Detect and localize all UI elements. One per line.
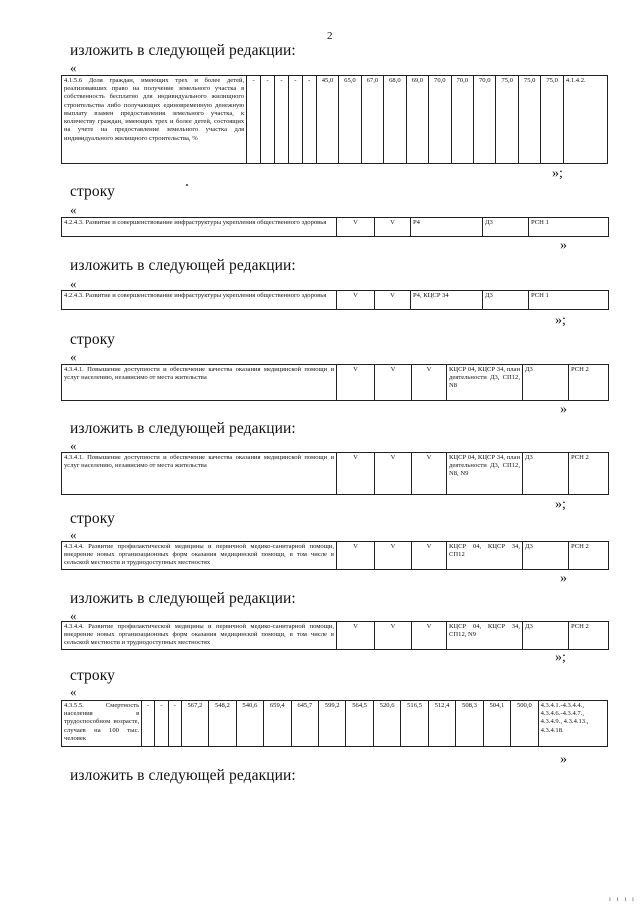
table-cell: 4.3.4.1.-4.3.4.4., 4.3.4.6.-4.3.4.7., 4.3.4.9., 4.3.4.13., 4.3.4.18. [538,701,607,747]
open-quote: « [70,684,77,699]
table-cell: 520,6 [373,701,400,747]
table-cell: 564,5 [346,701,373,747]
table-cell: V [375,622,412,650]
table-cell: V [412,365,447,401]
table-cell: Д3 [483,291,529,310]
table-cell: 516,5 [401,701,428,747]
table-row [62,291,609,310]
table-cell: V [337,365,375,401]
table-cell: 70,0 [451,76,473,164]
table-cell: V [412,622,447,650]
indicator-cell: 4.3.4.1. Повышение доступности и обеспечение качества оказания медицинской помощи и услуг населению, независимо от места жительства [62,365,337,401]
table-cell: КЦСР 04, КЦСР 34, СП12 [447,542,523,570]
table-cell: 75,0 [496,76,518,164]
table-cell: V [375,291,411,310]
table-cell: V [375,453,412,495]
table-cell: Р4 [411,218,483,237]
table-cell: 68,0 [384,76,406,164]
heading-row: строку [70,331,116,348]
table-cell: Р4, КЦСР 34 [411,291,483,310]
indicator-cell: 4.2.4.3. Развитие и совершенствование инфраструктуры укрепления общественного здоровья [62,291,337,310]
table-cell: 508,3 [456,701,483,747]
table-cell: 75,0 [518,76,540,164]
table-block-6 [61,541,609,570]
open-quote: « [70,438,77,453]
table-cell: РСН 1 [529,291,609,310]
table-cell: V [375,365,412,401]
table-cell: - [168,701,181,747]
table-cell: 67,0 [361,76,383,164]
table-block-4 [61,364,609,401]
table-cell: V [375,218,411,237]
close-quote: »; [555,497,566,512]
indicator-cell: 4.2.4.3. Развитие и совершенствование инфраструктуры укрепления общественного здоровья [62,218,337,237]
heading-new-edition: изложить в следующей редакции: [70,767,296,784]
heading-row: строку [70,510,116,527]
table-block-2 [61,217,609,237]
table-cell: - [288,76,302,164]
table-cell: РСН 2 [569,622,609,650]
heading-new-edition: изложить в следующей редакции: [70,590,296,607]
table-cell: Д3 [523,453,569,495]
table-cell: 540,6 [236,701,263,747]
table-cell: КЦСР 04, КЦСР 34, СП12, N9 [447,622,523,650]
table-block-3 [61,290,609,310]
table-row [62,701,608,747]
table-cell: КЦСР 04, КЦСР 34, план деятельности Д3, СП12, N8 [447,365,523,401]
table-cell: - [155,701,168,747]
open-quote: « [70,276,77,291]
table-cell: Д3 [523,365,569,401]
open-quote: « [70,60,77,75]
close-quote: » [560,238,567,253]
table-cell: 4.1.4.2. [563,76,607,164]
table-cell: 70,0 [429,76,451,164]
open-quote: « [70,202,77,217]
table-block-7 [61,621,609,650]
table-cell: - [261,76,275,164]
indicator-cell: 4.1.5.6 Доля граждан, имеющих трех и более детей, реализовавших право на получение земельного участка в собственность бесплатно для индивидуального жилищного строительства либо получающих единовременную денежную выплату взамен предоставления земельного участка, к количеству граждан, имеющих трех и более детей, состоящих на учете на предоставление земельного участка для индивидуального жилищного строительства, % [62,76,247,164]
indicator-cell: 4.3.4.4. Развитие профилактической медицины и первичной медико-санитарной помощи, внедрение новых организационных форм оказания медицинской помощи, в том числе в сельской местности и труднодоступных местностях [62,542,337,570]
scan-speck [186,184,188,186]
table-cell: РСН 1 [529,218,609,237]
close-quote: »; [555,313,566,328]
table-cell: V [337,622,375,650]
open-quote: « [70,527,77,542]
table-cell: 504,1 [483,701,510,747]
heading-row: строку [70,183,116,200]
table-cell: 659,4 [264,701,291,747]
page-number: 2 [327,30,333,42]
table-row [62,365,609,401]
close-quote: »; [555,650,566,665]
table-row [62,542,609,570]
close-quote: » [560,752,567,767]
table-cell: - [275,76,289,164]
table-cell: 70,0 [474,76,496,164]
table-cell: V [412,542,447,570]
indicator-cell: 4.3.5.5. Смертность населения в трудоспособном возрасте, случаев на 100 тыс. человек [62,701,142,747]
open-quote: « [70,349,77,364]
table-block-8 [61,700,608,747]
scan-footer-marks: ı ı ı ı [608,895,636,903]
table-cell: V [412,453,447,495]
table-row [62,453,609,495]
table-block-1 [61,75,608,164]
indicator-cell: 4.3.4.1. Повышение доступности и обеспечение качества оказания медицинской помощи и услуг населению, независимо от места жительства [62,453,337,495]
table-cell: V [337,291,375,310]
table-cell: V [337,453,375,495]
heading-new-edition: изложить в следующей редакции: [70,257,296,274]
table-cell: РСН 2 [569,453,609,495]
table-row [62,622,609,650]
table-cell: РСН 2 [569,365,609,401]
table-cell: КЦСР 04, КЦСР 34, план деятельности Д3, СП12, N8, N9 [447,453,523,495]
table-cell: Д3 [523,542,569,570]
open-quote: « [70,608,77,623]
table-row [62,218,609,237]
table-cell: 69,0 [406,76,428,164]
heading-new-edition: изложить в следующей редакции: [70,420,296,437]
table-cell: 45,0 [316,76,338,164]
table-cell: 599,2 [318,701,345,747]
table-cell: РСН 2 [569,542,609,570]
table-cell: - [142,701,155,747]
heading-new-edition: изложить в следующей редакции: [70,42,296,59]
table-cell: Д3 [483,218,529,237]
table-cell: - [302,76,316,164]
table-cell: Д3 [523,622,569,650]
close-quote: » [560,402,567,417]
table-block-5 [61,452,609,495]
table-cell: V [337,542,375,570]
table-cell: 500,0 [511,701,538,747]
table-cell: 65,0 [339,76,361,164]
close-quote: »; [552,166,563,181]
table-cell: V [375,542,412,570]
indicator-cell: 4.3.4.4. Развитие профилактической медицины и первичной медико-санитарной помощи, внедрение новых организационных форм оказания медицинской помощи, в том числе в сельской местности и труднодоступных местностях [62,622,337,650]
table-cell: 567,2 [181,701,208,747]
table-cell: 548,2 [209,701,236,747]
table-cell: 645,7 [291,701,318,747]
table-cell: V [337,218,375,237]
table-cell: - [247,76,261,164]
close-quote: » [560,571,567,586]
table-row [62,76,608,164]
heading-row: строку [70,667,116,684]
table-cell: 512,4 [428,701,455,747]
table-cell: 75,0 [541,76,563,164]
